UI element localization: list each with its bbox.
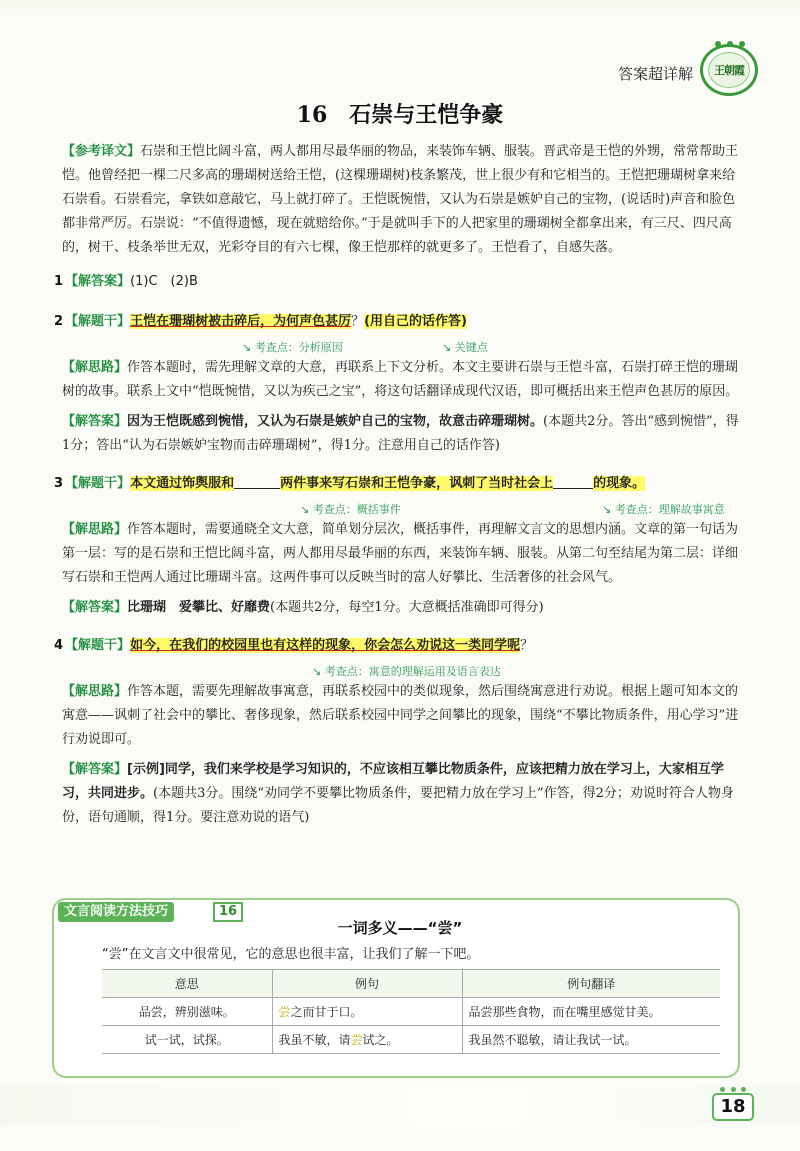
q3-stem-b: 两件事来写石崇和王恺争豪，讽刺了当时社会上 xyxy=(280,476,554,491)
q2-answer-text: 因为王恺既感到惋惜，又认为石崇是嫉妒自己的宝物，故意击碎珊瑚树。 xyxy=(127,414,544,429)
page-number: 18 xyxy=(712,1093,754,1121)
method-heading: 文言阅读方法技巧 xyxy=(58,902,174,922)
row-example: 尝之而甘于口。 xyxy=(272,998,462,1026)
q2-answer-tag: 【解答案】 xyxy=(62,414,128,429)
table-row xyxy=(102,998,720,1026)
question-4-stem xyxy=(54,634,742,658)
q3-stem-tag: 【解题干】 xyxy=(65,476,131,491)
q1-answer: (1)C (2)B xyxy=(130,274,198,289)
lesson-title: 石崇与王恺争豪 xyxy=(349,102,504,128)
q3-path xyxy=(62,518,742,590)
q2-stem: 王恺在珊瑚树被击碎后，为何声色甚厉 xyxy=(130,314,352,329)
q4-number: 4 xyxy=(54,638,64,653)
q2-note-focus: ↘ 考查点：分析原因 xyxy=(242,341,343,354)
logo-ornament-icon xyxy=(715,41,745,49)
q3-note-moral: ↘ 考查点：理解故事寓意 xyxy=(602,503,725,516)
q4-note-focus: ↘ 考查点：寓意的理解运用及语言表达 xyxy=(312,665,501,678)
header-subtitle: 答案超详解 xyxy=(618,65,694,83)
q4-answer-note: (本题共3分。围绕“劝同学不要攀比物质条件，要把精力放在学习上”作答，得2分；劝说时符合人物身份，语句通顺，得1分。要注意劝说的语气) xyxy=(62,786,734,825)
q4-answer-text: [示例]同学，我们来学校是学习知识的，不应该相互攀比物质条件，应该把精力放在学习上，大家相互学习，共同进步。 xyxy=(62,762,724,801)
q1-number: 1 xyxy=(54,274,64,289)
bottom-band xyxy=(0,1086,800,1126)
page-number-ornament-icon xyxy=(720,1087,746,1092)
q3-stem-c: 的现象。 xyxy=(593,476,646,491)
row-meaning: 品尝，辨别滋味。 xyxy=(102,998,272,1026)
row-example: 我虽不敏，请尝试之。 xyxy=(272,1026,462,1054)
q2-answer-note: (本题共2分。答出“感到惋惜”，得1分；答出“认为石崇嫉妒宝物而击碎珊瑚树”，得1分。注意用自己的话作答) xyxy=(62,414,739,453)
q4-stem-tag: 【解题干】 xyxy=(65,638,131,653)
translation-paragraph xyxy=(62,140,742,260)
col-meaning: 意思 xyxy=(102,970,272,998)
row-translation: 我虽然不聪敏，请让我试一试。 xyxy=(462,1026,720,1054)
translation-tag: 【参考译文】 xyxy=(62,144,141,159)
q3-note-summary: ↘ 考查点：概括事件 xyxy=(300,503,401,516)
row-translation: 品尝那些食物，而在嘴里感觉甘美。 xyxy=(462,998,720,1026)
q3-blank-2 xyxy=(553,475,593,489)
q2-answer xyxy=(62,410,742,458)
q3-notes xyxy=(62,496,742,518)
q2-path-text: 作答本题时，需先理解文章的大意，再联系上下文分析。本文主要讲石崇与王恺斗富，石崇打碎王恺的珊瑚树的故事。联系上文中“恺既惋惜，又以为疾己之宝”，将这句话翻译成现代汉语，即可概括出来王恺声色甚厉的原因。 xyxy=(62,360,739,399)
q2-path-tag: 【解思路】 xyxy=(62,360,128,375)
table-header-row xyxy=(102,970,720,998)
q2-notes xyxy=(62,334,742,356)
brand-logo xyxy=(700,44,758,96)
question-1 xyxy=(54,270,742,294)
q2-path xyxy=(62,356,742,404)
table-row xyxy=(102,1026,720,1054)
method-title: 一词多义——“尝” xyxy=(337,919,463,937)
q3-number: 3 xyxy=(54,476,64,491)
row-meaning: 试一试，试探。 xyxy=(102,1026,272,1054)
q2-number: 2 xyxy=(54,314,64,329)
q3-path-tag: 【解思路】 xyxy=(62,522,128,537)
q4-path-tag: 【解思路】 xyxy=(62,684,128,699)
lesson-number: 16 xyxy=(296,102,328,128)
question-3-stem xyxy=(54,472,742,496)
q3-answer-text: 比珊瑚 爱攀比、好靡费 xyxy=(127,600,271,615)
q4-answer-tag: 【解答案】 xyxy=(62,762,128,777)
q4-path xyxy=(62,680,742,752)
q3-answer-note: (本题共2分，每空1分。大意概括准确即可得分) xyxy=(270,600,544,615)
answer-body xyxy=(54,140,742,830)
q3-answer xyxy=(62,596,742,620)
q2-note-key: ↘ 关键点 xyxy=(442,341,488,354)
col-translation: 例句翻译 xyxy=(462,970,720,998)
q1-answer-tag: 【解答案】 xyxy=(65,274,131,289)
q3-answer-tag: 【解答案】 xyxy=(62,600,128,615)
q3-stem-a: 本文通过饰舆服和 xyxy=(130,476,235,491)
method-number: 16 xyxy=(213,902,243,922)
q4-stem: 如今，在我们的校园里也有这样的现象，你会怎么劝说这一类同学呢 xyxy=(130,638,521,653)
col-example: 例句 xyxy=(272,970,462,998)
translation-text: 石崇和王恺比阔斗富，两人都用尽最华丽的物品，来装饰车辆、服装。晋武帝是王恺的外甥，常常帮助王恺。他曾经把一棵二尺多高的珊瑚树送给王恺，(这棵珊瑚树)枝条繁茂，世上很少有和它相当的。王恺把珊瑚树拿来给石崇看。石崇看完，拿铁如意敲它，马上就打碎了。王恺既惋惜，又认为石崇是嫉妒自己的宝物，(说话时)声音和脸色都非常严厉。石崇说：“不值得遗憾，现在就赔给你。”于是就叫手下的人把家里的珊瑚树全都拿出来，有三尺、四尺高的，树干、枝条举世无双，光彩夺目的有六七棵，像王恺那样的就更多了。王恺看了，自感失落。 xyxy=(62,144,739,255)
top-strip xyxy=(0,0,800,22)
q4-stem-mark: ？ xyxy=(520,638,534,653)
q4-path-text: 作答本题，需要先理解故事寓意，再联系校园中的类似现象，然后围绕寓意进行劝说。根据上题可知本文的寓意——讽刺了社会中的攀比、奢侈现象，然后联系校园中同学之间攀比的现象，围绕“不攀比物质条件，用心学习”进行劝说即可。 xyxy=(62,684,739,747)
method-intro: “尝”在文言文中很常见，它的意思也很丰富，让我们了解一下吧。 xyxy=(102,947,480,962)
q4-notes xyxy=(62,658,742,680)
logo-text: 王朝霞 xyxy=(708,52,750,88)
q3-blank-1 xyxy=(234,475,280,489)
q4-answer xyxy=(62,758,742,830)
question-2-stem xyxy=(54,310,742,334)
q2-stem-hint: (用自己的话作答) xyxy=(364,314,467,329)
q2-stem-mark: ？ xyxy=(351,314,365,329)
polysemy-table xyxy=(102,969,720,1054)
q2-stem-tag: 【解题干】 xyxy=(65,314,131,329)
page-title xyxy=(0,98,800,129)
q3-path-text: 作答本题时，需要通晓全文大意，简单划分层次，概括事件，再理解文言文的思想内涵。文章的第一句话为第一层：写的是石崇和王恺比阔斗富，两人都用尽最华丽的东西，来装饰车辆、服装。从第二句至结尾为第二层：详细写石崇和王恺两人通过比珊瑚斗富。这两件事可以反映当时的富人好攀比、生活奢侈的社会风气。 xyxy=(62,522,739,585)
